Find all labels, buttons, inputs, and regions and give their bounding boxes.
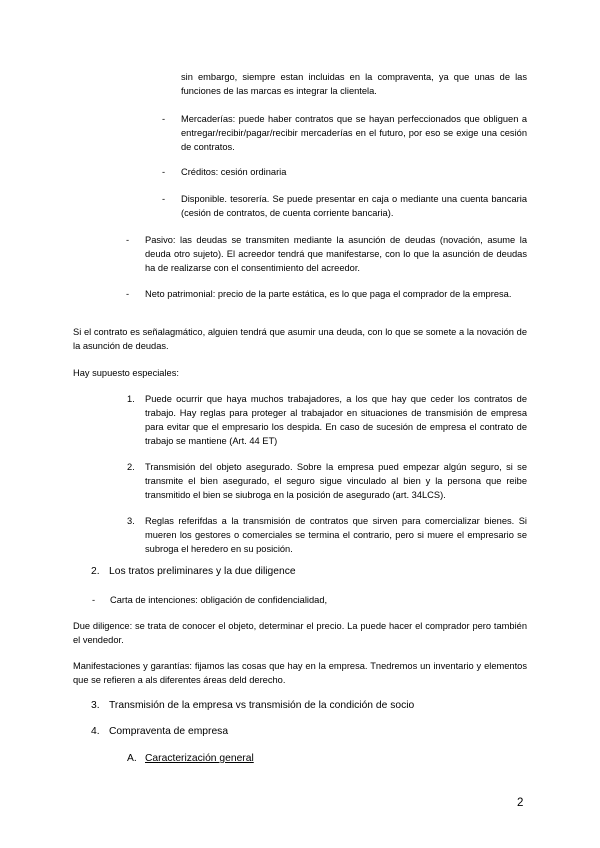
- section-heading-compraventa: Compraventa de empresa: [109, 726, 229, 737]
- numbered-item-1: Puede ocurrir que haya muchos trabajadores, a los que hay que ceder los contratos de trabajo. Hay reglas para proteger al trabajador en situaciones de transmisión de empresa para evitar que el empresario los despida. En caso de sucesión de empresa el contrato de trabajo se mantiene (Art. 44 ET): [145, 394, 527, 446]
- bullet-creditos: Créditos: cesión ordinaria: [181, 167, 287, 177]
- paragraph-manifestaciones: Manifestaciones y garantías: fijamos las cosas que hay en la empresa. Tnedremos un inventario y elementos que se refieren a als diferentes áreas deld derecho.: [73, 661, 527, 685]
- paragraph-continuation: sin embargo, siempre estan incluidas en la compraventa, ya que unas de las funciones de las marcas es integrar la clientela.: [181, 72, 527, 96]
- page-number: 2: [517, 797, 524, 809]
- bullet-carta-intenciones: Carta de intenciones: obligación de confidencialidad,: [110, 595, 328, 605]
- subsection-heading-caracterizacion: Caracterización general: [145, 753, 254, 764]
- bullet-dash: -: [162, 114, 166, 124]
- bullet-pasivo: Pasivo: las deudas se transmiten mediante la asunción de deudas (novación, asume la deuda otro sujeto). El acreedor tendrá que manifestarse, con lo que la asunción de deudas ha de realizarse con el consentimiento del acreedor.: [145, 235, 527, 273]
- bullet-dash: -: [92, 595, 96, 605]
- numbered-item-3: Reglas referifdas a la transmisión de contratos que sirven para comercializar bienes. Si mueren los gestores o comerciales se termina el contrario, pero si muere el empresario se subroga el heredero en su posición.: [145, 516, 527, 554]
- subsection-letter: A.: [127, 753, 137, 764]
- numbered-item-2: Transmisión del objeto asegurado. Sobre la empresa pued empezar algún seguro, si se transmite el bien asegurado, el seguro sigue vinculado al bien y la persona que reibe transmitido el bien se siubroga en la posición de asegurado (art. 34LCS).: [145, 462, 527, 500]
- bullet-dash: -: [126, 235, 130, 245]
- list-number: 1.: [127, 394, 135, 404]
- list-number: 3.: [127, 516, 135, 526]
- bullet-dash: -: [162, 167, 166, 177]
- bullet-mercaderias: Mercaderías: puede haber contratos que se hayan perfeccionados que obliguen a entregar/recibir/pagar/recibir mercaderías en el futuro, por eso se exige una cesión de contratos.: [181, 114, 527, 152]
- section-number: 4.: [91, 726, 100, 737]
- bullet-disponible: Disponible. tesorería. Se puede presentar en caja o mediante una cuenta bancaria (cesión de contratos, de cuenta corriente bancaria).: [181, 194, 527, 218]
- list-number: 2.: [127, 462, 135, 472]
- paragraph-sinalagmatico: Si el contrato es señalagmático, alguien tendrá que asumir una deuda, con lo que se somete a la novación de la asunción de deudas.: [73, 327, 527, 351]
- section-number: 2.: [91, 566, 100, 577]
- bullet-dash: -: [162, 194, 166, 204]
- section-heading-transmision: Transmisión de la empresa vs transmisión de la condición de socio: [109, 700, 415, 711]
- paragraph-supuestos: Hay supuesto especiales:: [73, 368, 179, 378]
- bullet-dash: -: [126, 289, 130, 299]
- section-heading-tratos: Los tratos preliminares y la due diligence: [109, 566, 296, 577]
- bullet-neto-patrimonial: Neto patrimonial: precio de la parte estática, es lo que paga el comprador de la empresa.: [145, 289, 512, 299]
- section-number: 3.: [91, 700, 100, 711]
- paragraph-due-diligence: Due diligence: se trata de conocer el objeto, determinar el precio. La puede hacer el comprador pero también el vendedor.: [73, 621, 527, 645]
